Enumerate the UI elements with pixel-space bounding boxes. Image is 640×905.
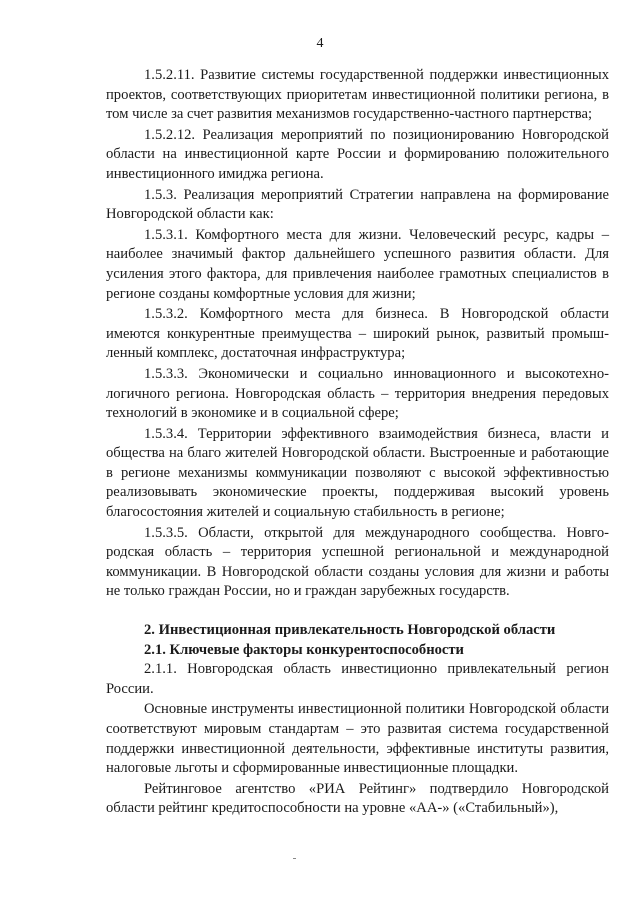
paragraph-1-5-3-1: 1.5.3.1. Комфортного места для жизни. Человеческий ресурс, кадры – наиболее значимый фактор дальнейшего успешного развития области. Для усиления этого фактора, для привлечения наиболее грамотных специалистов в регионе созданы комфортные условия для жизни; xyxy=(106,226,609,302)
subsection-heading: 2.1. Ключевые факторы конкурентоспособности xyxy=(144,641,464,658)
paragraph-1-5-2-12: 1.5.2.12. Реализация мероприятий по позиционированию Новгородской области на инвестиционной карте России и формированию положительного инвестиционного имиджа региона. xyxy=(106,126,609,182)
paragraph-1-5-3: 1.5.3. Реализация мероприятий Стратегии направлена на формирование Новгородской области как: xyxy=(106,186,609,223)
paragraph-1-5-3-4: 1.5.3.4. Территории эффективного взаимодействия бизнеса, власти и общества на благо жителей Новгородской области. Выстроенные и работающие в регионе механизмы коммуникации позволяют с высокой эффективностью реализовывать экономические проекты, поддерживая высокий уровень благосостояния жителей и социальную стабильность в регионе; xyxy=(106,425,609,521)
paragraph-investment-tools: Основные инструменты инвестиционной политики Новгородской области соответствуют мировым стандартам – это развитая система государственной поддержки инвестиционной деятельности, эффективные институты развития, налоговые льготы и сформированные инвестиционные площадки. xyxy=(106,701,609,777)
section-heading: 2. Инвестиционная привлекательность Новгородской области xyxy=(144,622,556,639)
document-body xyxy=(106,66,609,819)
page-number: 4 xyxy=(316,36,324,51)
paragraph-rating-agency: Рейтинговое агентство «РИА Рейтинг» подтвердило Новгородской области рейтинг кредитоспособности на уровне «АА-» («Стабильный»), xyxy=(106,780,609,817)
paragraph-1-5-3-2: 1.5.3.2. Комфортного места для бизнеса. В Новгородской области имеются конкурентные преимущества – широкий рынок, развитый промышленный комплекс, достаточная инфраструктура; xyxy=(106,306,609,362)
paragraph-1-5-3-5: 1.5.3.5. Области, открытой для международного сообщества. Новгородская область – территория успешной региональной и международной коммуникации. В Новгородской области созданы условия для жизни и работы не только граждан России, но и граждан зарубежных государств. xyxy=(106,524,609,600)
scan-speck xyxy=(293,858,296,859)
paragraph-1-5-3-3: 1.5.3.3. Экономически и социально инновационного и высокотехнологичного региона. Новгородская область – территория внедрения передовых технологий в экономике и в социальной сфере; xyxy=(106,365,609,422)
section-spacer xyxy=(106,602,609,621)
paragraph-1-5-2-11: 1.5.2.11. Развитие системы государственной поддержки инвестиционных проектов, соответствующих приоритетам инвестиционной политики региона, в том числе за счет развития механизмов государственно-частного партнерства; xyxy=(106,67,609,123)
paragraph-2-1-1: 2.1.1. Новгородская область инвестиционно привлекательный регион России. xyxy=(106,661,609,697)
